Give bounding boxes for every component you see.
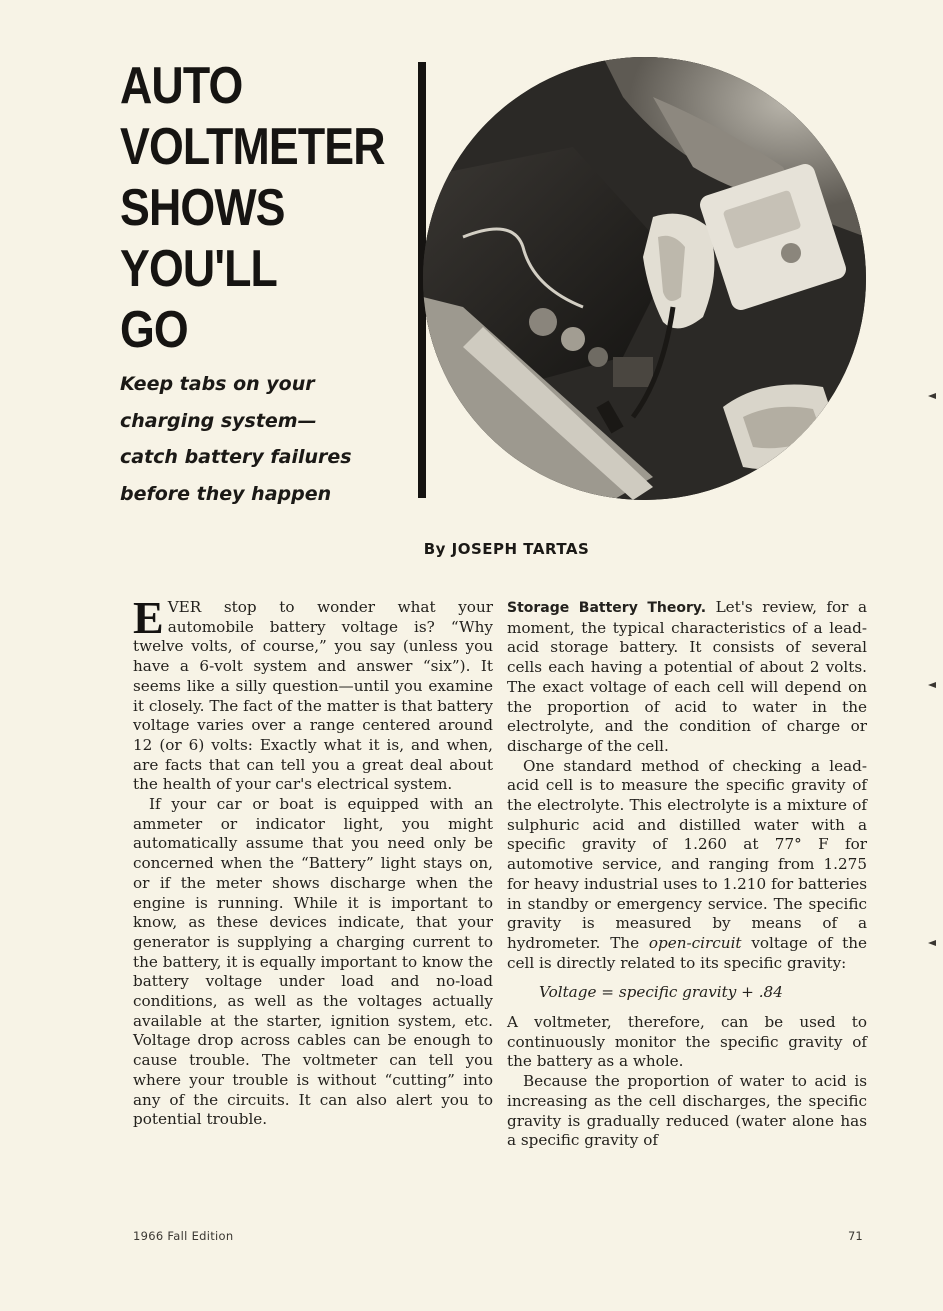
left-column: [133, 592, 493, 1130]
paragraph-text: Because the proportion of water to acid is increasing as the cell discharges, the specific gravity is gradually reduced (water alone has a specific gravity of: [507, 1072, 867, 1150]
paragraph-text: VER stop to wonder what your automobile battery voltage is? “Why twelve volts, of course,” you say (unless you have a 6-volt system and answer “six”). It seems like a silly question—until you examine it closely. The fact of the matter is that battery voltage varies over a range centered around 12 (or 6) volts: Exactly what it is, and when, are facts that can tell you a great deal about the health of your car's electrical system.: [133, 598, 493, 794]
margin-mark: [928, 393, 936, 399]
footer-edition: 1966 Fall Edition: [133, 1229, 234, 1243]
margin-mark: [928, 682, 936, 688]
paragraph-text: One standard method of checking a lead-acid cell is to measure the specific gravity of the electrolyte. This electrolyte is a mixture of sulphuric acid and distilled water with a specific gravity of 1.260 at 77° F for automotive service, and ranging from 1.275 for heavy industrial uses to 1.210 for batteries in standby or emergency service. The specific gravity is measured by means of a hydrometer.: [507, 756, 867, 952]
paragraph: [507, 1013, 867, 1072]
paragraph: [133, 795, 493, 1130]
subtitle-line: before they happen: [120, 482, 332, 505]
byline: [0, 540, 943, 558]
subtitle-line: catch battery failures: [120, 446, 352, 468]
paragraph-text: voltage of the cell is directly related to its specific gravity:: [507, 933, 868, 972]
paragraph: [507, 598, 867, 757]
article-subtitle: [120, 366, 410, 512]
section-heading: Storage Battery Theory.: [507, 600, 707, 616]
formula-lhs: Voltage: [539, 983, 597, 1002]
article-photo: [423, 57, 866, 500]
paragraph-text: The: [610, 933, 640, 952]
formula-term: specific gravity: [618, 983, 737, 1002]
formula: [507, 973, 867, 1013]
article-title: [120, 56, 385, 361]
title-line: AUTO: [120, 57, 243, 115]
margin-mark: [928, 940, 936, 946]
paragraph-text: If your car or boat is equipped with an ammeter or indicator light, you might automatically assume that you need only be concerned when the “Battery” light stays on, or if the meter shows discharge when the engine is running. While it is important to know, as these devices indicate, that your generator is supplying a charging current to the battery, it is equally important to know the battery voltage under load and no-load conditions, as well as the voltages actually available at the starter, ignition system, etc. Voltage drop across cables can be enough to cause trouble. The voltmeter can tell you where your trouble is without “cutting” into any of the circuits. It can also alert you to potential trouble.: [133, 795, 493, 1129]
formula-equals: =: [601, 983, 615, 1002]
formula-plus: +: [741, 983, 754, 1002]
paragraph: [507, 1072, 867, 1151]
page-number: 71: [848, 1229, 863, 1243]
drop-cap: E: [133, 592, 164, 643]
title-line: YOU'LL: [120, 240, 278, 298]
paragraph: [507, 757, 867, 974]
title-line: GO: [120, 301, 188, 359]
paragraph: [133, 592, 493, 795]
subtitle-line: charging system—: [120, 409, 317, 432]
formula-constant: .84: [758, 983, 783, 1002]
paragraph-text: A voltmeter, therefore, can be used to continuously monitor the specific gravity of the battery as a whole.: [507, 1013, 867, 1071]
subtitle-line: Keep tabs on your: [120, 373, 315, 395]
title-line: VOLTMETER: [120, 118, 385, 176]
byline-text: By JOSEPH TARTAS: [423, 540, 590, 558]
paragraph-text: Let's review, for a moment, the typical characteristics of a lead-acid storage battery. It consists of several cells each having a potential of about 2 volts. The exact voltage of each cell will depend on the proportion of acid to water in the electrolyte, and the condition of charge or discharge of the cell.: [507, 598, 867, 755]
title-line: SHOWS: [120, 179, 285, 237]
right-column: [507, 598, 867, 1151]
emphasis-text: open-circuit: [648, 933, 742, 952]
photo-illustration: [423, 57, 866, 500]
